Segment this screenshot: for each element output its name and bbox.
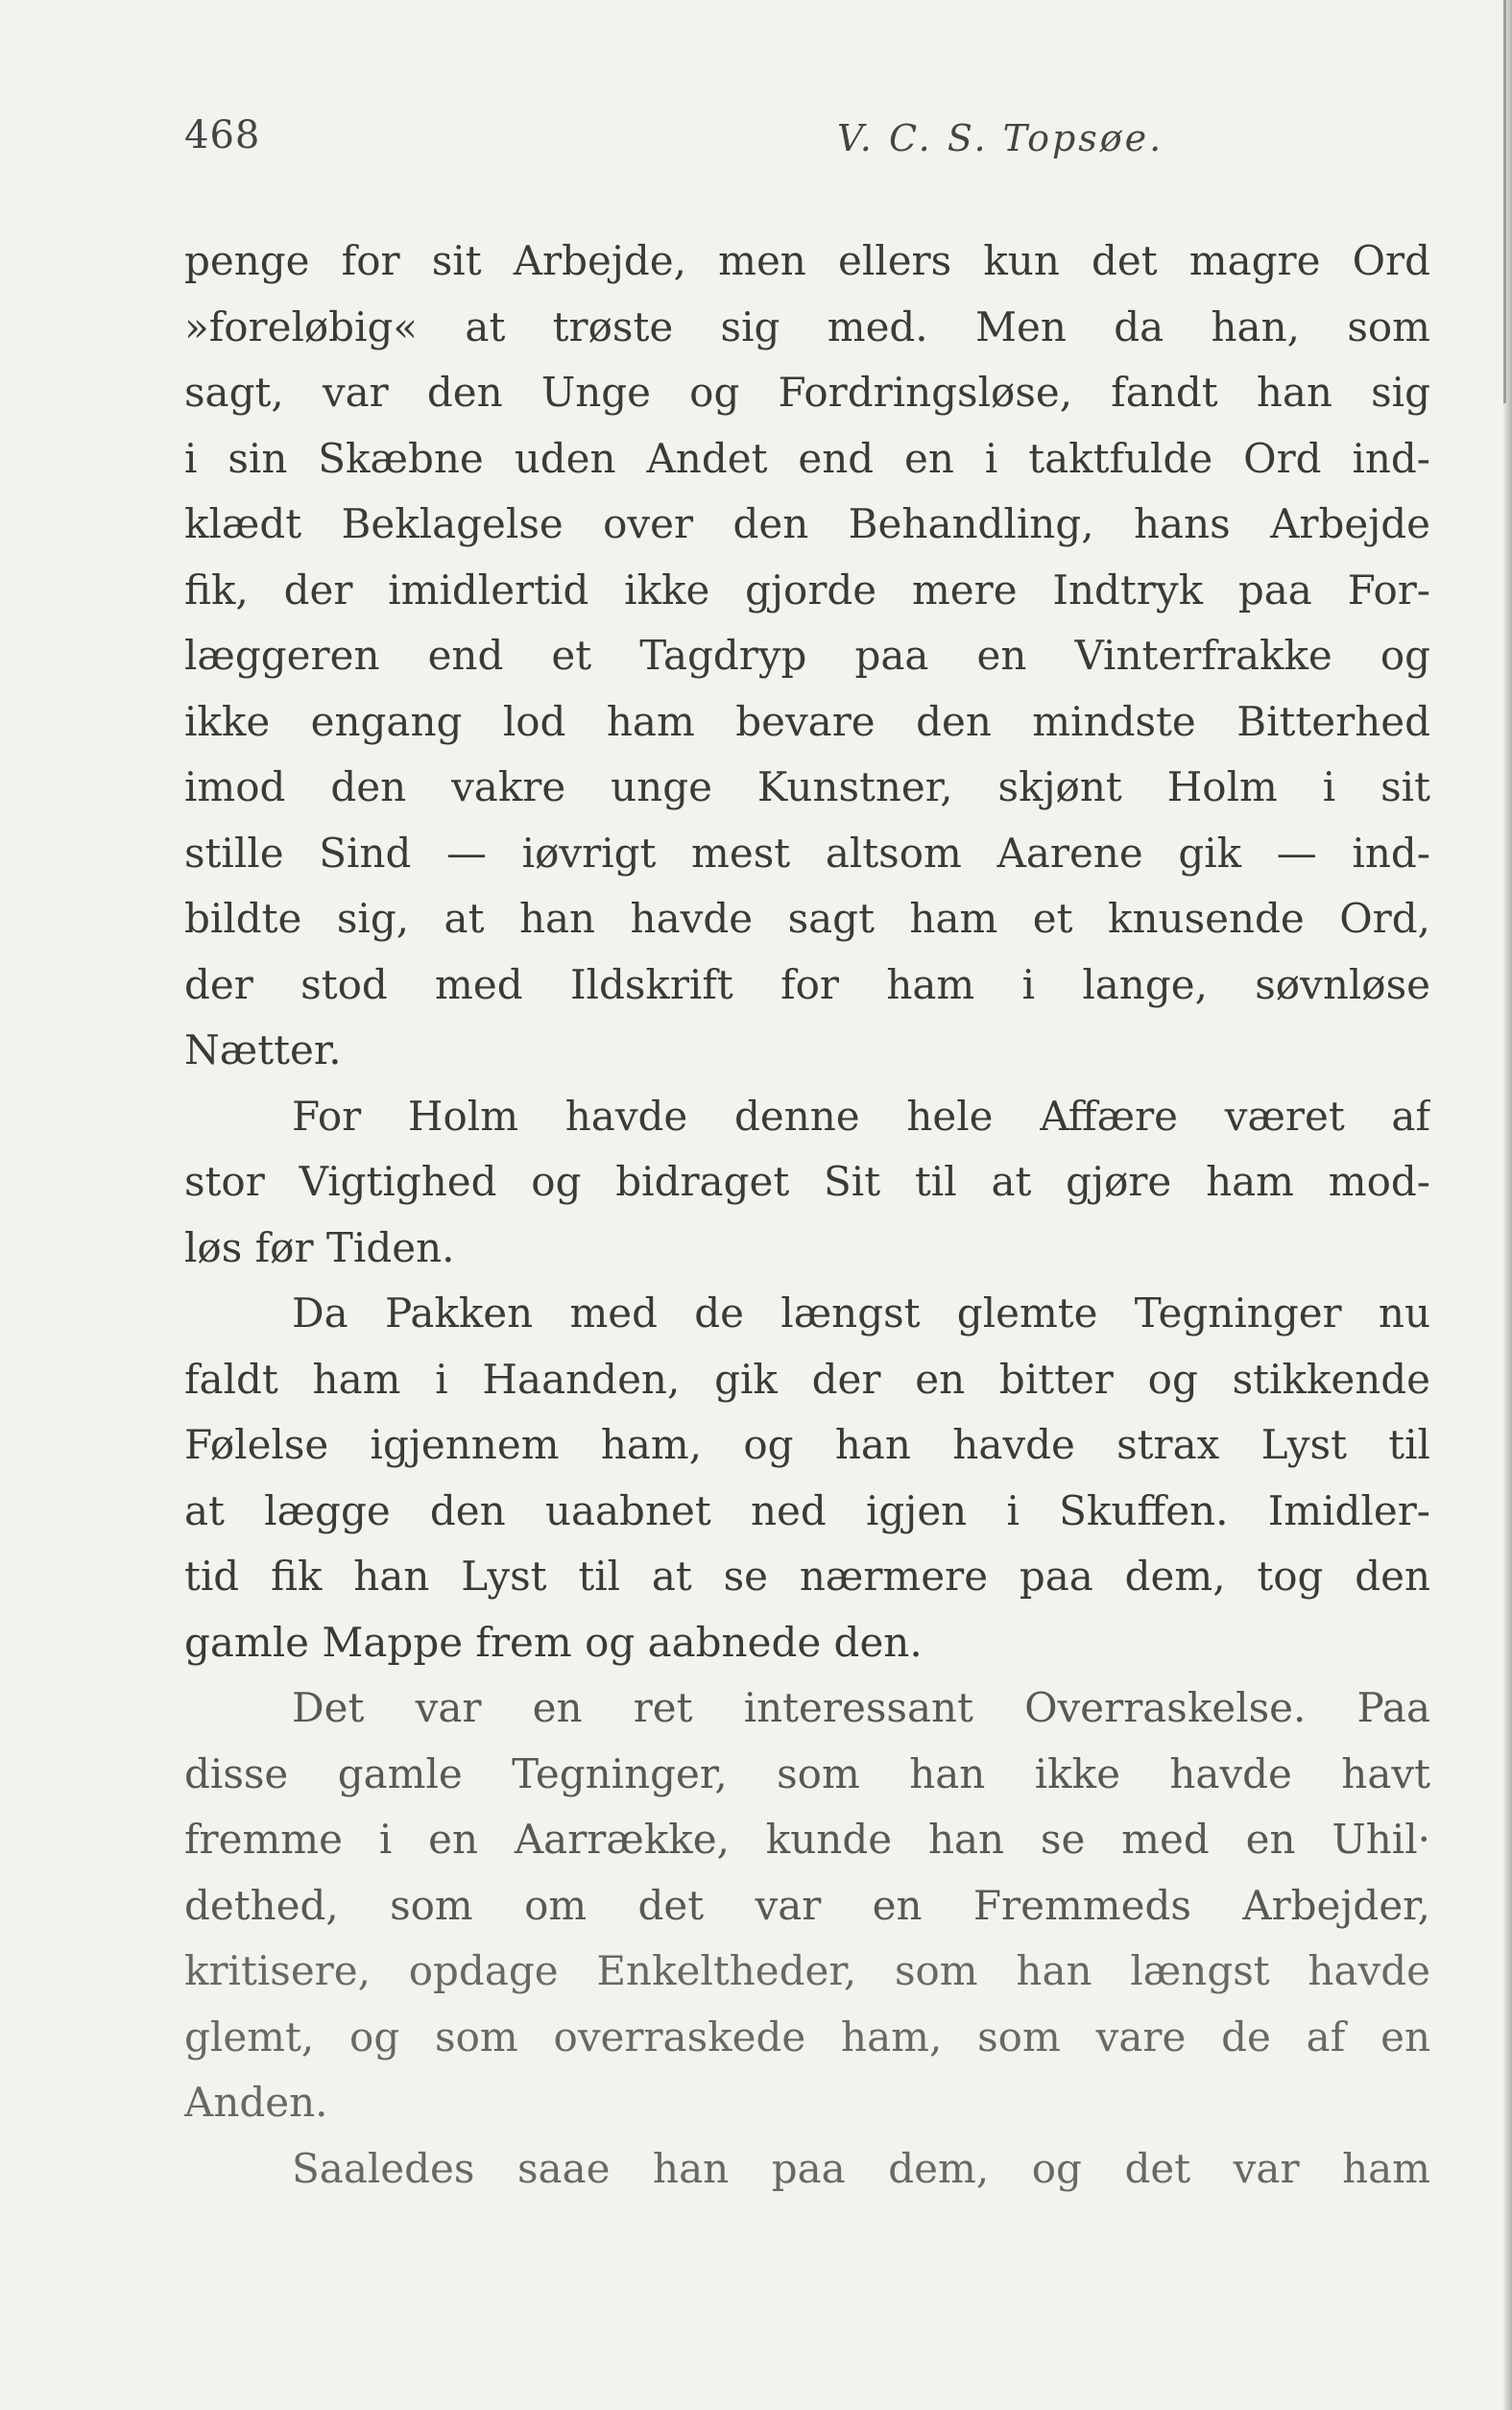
text-line: Det var en ret interessant Overraskelse. Paa bbox=[292, 1684, 1430, 1731]
text-line: Da Pakken med de længst glemte Tegninger nu bbox=[292, 1289, 1430, 1337]
text-line: glemt, og som overraskede ham, som vare de af en bbox=[184, 2012, 1430, 2061]
body-text bbox=[184, 229, 1430, 2202]
text-line: i sin Skæbne uden Andet end en i taktfulde Ord ind- bbox=[184, 434, 1430, 482]
text-line: klædt Beklagelse over den Behandling, hans Arbejde bbox=[184, 500, 1430, 547]
page-number: 468 bbox=[184, 113, 261, 157]
text-line: bildte sig, at han havde sagt ham et knusende Ord, bbox=[184, 895, 1430, 942]
text-line: Anden. bbox=[184, 2079, 328, 2126]
text-line: »foreløbig« at trøste sig med. Men da han, som bbox=[184, 302, 1430, 350]
text-line: læggeren end et Tagdryp paa en Vinterfrakke og bbox=[184, 632, 1430, 679]
text-line: fik, der imidlertid ikke gjorde mere Indtryk paa For- bbox=[184, 566, 1430, 614]
text-line: løs før Tiden. bbox=[184, 1223, 455, 1271]
running-head: V. C. S. Topsøe. bbox=[837, 117, 1164, 159]
text-line: at lægge den uaabnet ned igjen i Skuffen. Imidler- bbox=[184, 1486, 1430, 1534]
text-line: disse gamle Tegninger, som han ikke havde havt bbox=[184, 1749, 1430, 1797]
text-line: faldt ham i Haanden, gik der en bitter og stikkende bbox=[184, 1355, 1430, 1403]
text-line: der stod med Ildskrift for ham i lange, søvnløse bbox=[184, 960, 1430, 1008]
text-line: sagt, var den Unge og Fordringsløse, fandt han sig bbox=[184, 369, 1430, 416]
text-line: Saaledes saae han paa dem, og det var ham bbox=[292, 2144, 1430, 2192]
text-line: tid fik han Lyst til at se nærmere paa dem, tog den bbox=[184, 1553, 1430, 1600]
text-line: gamle Mappe frem og aabnede den. bbox=[184, 1618, 923, 1666]
text-line: fremme i en Aarrække, kunde han se med en Uhil· bbox=[184, 1816, 1430, 1863]
text-line: stor Vigtighed og bidraget Sit til at gjøre ham mod- bbox=[184, 1158, 1430, 1205]
text-line: For Holm havde denne hele Affære været af bbox=[292, 1092, 1430, 1140]
text-line: stille Sind — iøvrigt mest altsom Aarene gik — ind- bbox=[184, 829, 1430, 877]
page-header bbox=[184, 113, 1434, 171]
text-line: kritisere, opdage Enkeltheder, som han længst havde bbox=[184, 1947, 1430, 1994]
text-line: imod den vakre unge Kunstner, skjønt Holm i sit bbox=[184, 763, 1430, 810]
text-line: dethed, som om det var en Fremmeds Arbejder, bbox=[184, 1881, 1430, 1929]
text-line: penge for sit Arbejde, men ellers kun det magre Ord bbox=[184, 237, 1430, 284]
page-edge-line bbox=[1503, 0, 1506, 403]
text-line: ikke engang lod ham bevare den mindste Bitterhed bbox=[184, 697, 1430, 745]
text-line: Nætter. bbox=[184, 1026, 342, 1073]
text-line: Følelse igjennem ham, og han havde strax Lyst til bbox=[184, 1421, 1430, 1468]
